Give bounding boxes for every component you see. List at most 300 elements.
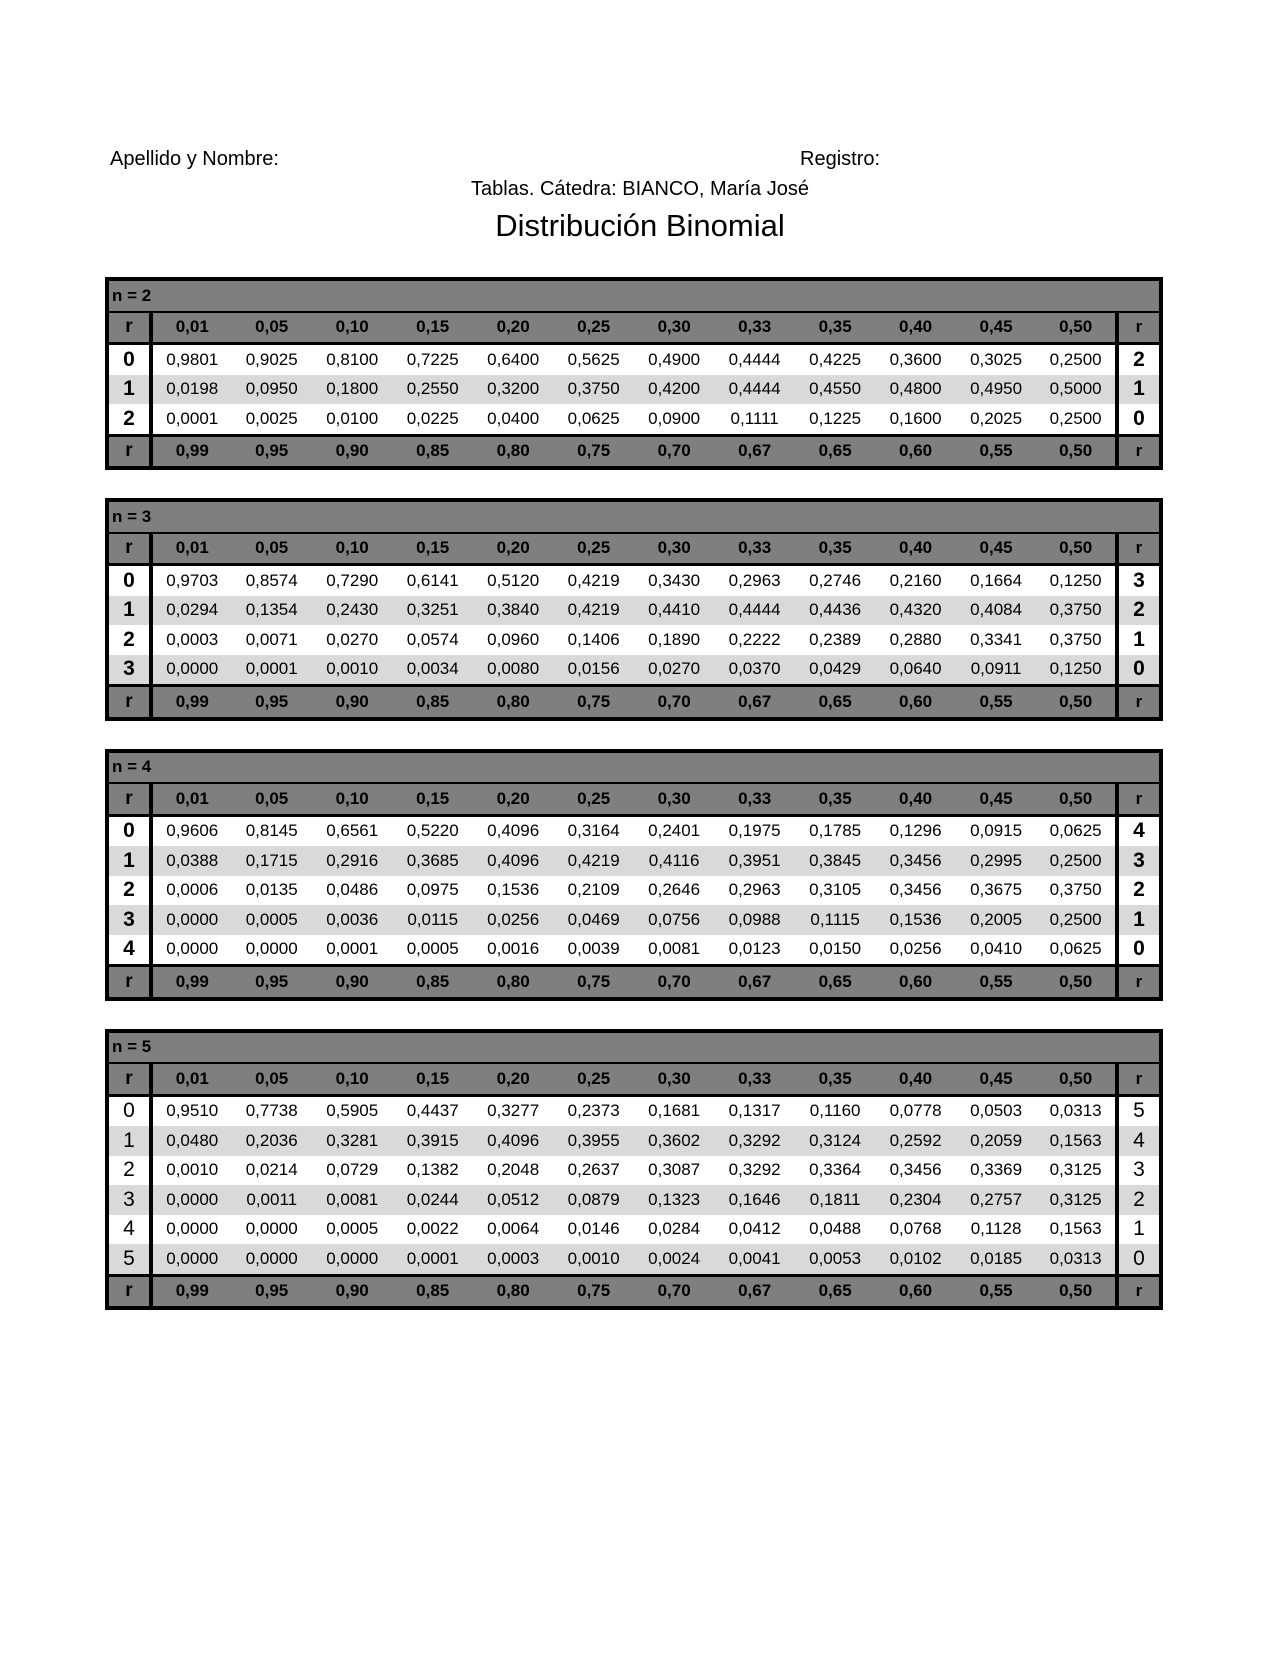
table-row (107, 1095, 1161, 1126)
probability-cell: 0,0410 (956, 935, 1036, 966)
probability-cell: 0,2048 (473, 1156, 553, 1186)
q-value: 0,70 (634, 435, 714, 468)
r-index-right: 3 (1117, 565, 1161, 596)
q-value: 0,67 (714, 1275, 794, 1308)
probability-cell: 0,0256 (473, 905, 553, 935)
q-value: 0,90 (312, 435, 392, 468)
r-index-right: 4 (1117, 815, 1161, 846)
probability-cell: 0,0036 (312, 905, 392, 935)
probability-cell: 0,1811 (795, 1185, 875, 1215)
probability-cell: 0,4219 (553, 596, 633, 626)
probability-cell: 0,2500 (1036, 846, 1117, 876)
probability-cell: 0,8100 (312, 344, 392, 375)
probability-cell: 0,0400 (473, 404, 553, 435)
p-value: 0,10 (312, 1063, 392, 1095)
p-value: 0,10 (312, 312, 392, 344)
probability-cell: 0,0081 (634, 935, 714, 966)
r-label: r (107, 966, 151, 999)
probability-cell: 0,0244 (392, 1185, 472, 1215)
r-index-right: 5 (1117, 1095, 1161, 1126)
probability-cell: 0,2036 (231, 1126, 311, 1156)
r-index: 4 (107, 935, 151, 966)
probability-cell: 0,8145 (231, 815, 311, 846)
table-row (107, 876, 1161, 906)
probability-cell: 0,0053 (795, 1244, 875, 1275)
r-label: r (1117, 966, 1161, 999)
probability-cell: 0,0574 (392, 625, 472, 655)
probability-cell: 0,0156 (553, 655, 633, 686)
probability-cell: 0,0039 (553, 935, 633, 966)
table-row (107, 905, 1161, 935)
q-value: 0,75 (553, 966, 633, 999)
p-value: 0,15 (392, 312, 472, 344)
probability-cell: 0,4219 (553, 846, 633, 876)
q-value: 0,75 (553, 686, 633, 719)
probability-cell: 0,0313 (1036, 1095, 1117, 1126)
q-value: 0,95 (231, 435, 311, 468)
probability-cell: 0,0486 (312, 876, 392, 906)
q-value: 0,60 (875, 966, 955, 999)
p-value: 0,33 (714, 312, 794, 344)
p-value: 0,15 (392, 1063, 472, 1095)
probability-cell: 0,0488 (795, 1215, 875, 1245)
probability-cell: 0,0100 (312, 404, 392, 435)
probability-cell: 0,4436 (795, 596, 875, 626)
probability-cell: 0,0010 (312, 655, 392, 686)
probability-cell: 0,4444 (714, 596, 794, 626)
table-row (107, 1185, 1161, 1215)
probability-cell: 0,0034 (392, 655, 472, 686)
probability-cell: 0,0640 (875, 655, 955, 686)
r-index-right: 0 (1117, 655, 1161, 686)
probability-cell: 0,2222 (714, 625, 794, 655)
probability-cell: 0,5220 (392, 815, 472, 846)
probability-cell: 0,5905 (312, 1095, 392, 1126)
q-value: 0,67 (714, 435, 794, 468)
r-label: r (1117, 435, 1161, 468)
p-header-row (107, 533, 1161, 565)
p-value: 0,20 (473, 1063, 553, 1095)
probability-cell: 0,0000 (151, 1244, 231, 1275)
probability-cell: 0,3750 (553, 375, 633, 405)
probability-cell: 0,5120 (473, 565, 553, 596)
probability-cell: 0,2500 (1036, 905, 1117, 935)
table-row (107, 625, 1161, 655)
probability-cell: 0,3456 (875, 846, 955, 876)
probability-cell: 0,1890 (634, 625, 714, 655)
probability-cell: 0,4225 (795, 344, 875, 375)
probability-cell: 0,8574 (231, 565, 311, 596)
r-index-right: 1 (1117, 905, 1161, 935)
table-row (107, 565, 1161, 596)
q-value: 0,50 (1036, 1275, 1117, 1308)
probability-cell: 0,3164 (553, 815, 633, 846)
probability-cell: 0,4800 (875, 375, 955, 405)
probability-cell: 0,1354 (231, 596, 311, 626)
probability-cell: 0,2401 (634, 815, 714, 846)
q-value: 0,80 (473, 686, 553, 719)
probability-cell: 0,2025 (956, 404, 1036, 435)
p-value: 0,25 (553, 312, 633, 344)
p-value: 0,01 (151, 783, 231, 815)
p-value: 0,35 (795, 312, 875, 344)
probability-cell: 0,0625 (553, 404, 633, 435)
q-value: 0,60 (875, 1275, 955, 1308)
probability-cell: 0,0010 (553, 1244, 633, 1275)
p-value: 0,20 (473, 312, 553, 344)
probability-cell: 0,1115 (795, 905, 875, 935)
p-value: 0,40 (875, 1063, 955, 1095)
probability-cell: 0,9025 (231, 344, 311, 375)
probability-cell: 0,0001 (392, 1244, 472, 1275)
probability-cell: 0,0284 (634, 1215, 714, 1245)
probability-cell: 0,2646 (634, 876, 714, 906)
p-value: 0,01 (151, 312, 231, 344)
probability-cell: 0,0911 (956, 655, 1036, 686)
probability-cell: 0,0429 (795, 655, 875, 686)
probability-cell: 0,5000 (1036, 375, 1117, 405)
q-value: 0,67 (714, 686, 794, 719)
probability-cell: 0,0010 (151, 1156, 231, 1186)
r-index: 3 (107, 655, 151, 686)
q-value: 0,70 (634, 686, 714, 719)
probability-cell: 0,1382 (392, 1156, 472, 1186)
probability-cell: 0,0313 (1036, 1244, 1117, 1275)
probability-cell: 0,3675 (956, 876, 1036, 906)
p-value: 0,10 (312, 533, 392, 565)
probability-cell: 0,4444 (714, 375, 794, 405)
r-label: r (107, 1275, 151, 1308)
probability-cell: 0,0988 (714, 905, 794, 935)
probability-cell: 0,3840 (473, 596, 553, 626)
probability-cell: 0,3369 (956, 1156, 1036, 1186)
p-value: 0,30 (634, 1063, 714, 1095)
probability-cell: 0,2109 (553, 876, 633, 906)
probability-cell: 0,0003 (151, 625, 231, 655)
r-index-right: 3 (1117, 846, 1161, 876)
table-row (107, 375, 1161, 405)
probability-cell: 0,0135 (231, 876, 311, 906)
probability-cell: 0,0150 (795, 935, 875, 966)
table-row (107, 596, 1161, 626)
q-value: 0,65 (795, 686, 875, 719)
probability-cell: 0,3750 (1036, 625, 1117, 655)
probability-cell: 0,3125 (1036, 1185, 1117, 1215)
p-value: 0,01 (151, 533, 231, 565)
r-label: r (1117, 783, 1161, 815)
q-value: 0,90 (312, 966, 392, 999)
probability-cell: 0,0000 (312, 1244, 392, 1275)
probability-cell: 0,3277 (473, 1095, 553, 1126)
probability-cell: 0,2916 (312, 846, 392, 876)
probability-cell: 0,3685 (392, 846, 472, 876)
probability-cell: 0,1563 (1036, 1215, 1117, 1245)
r-index-right: 0 (1117, 935, 1161, 966)
q-value: 0,85 (392, 435, 472, 468)
table-title: n = 2 (107, 279, 1161, 312)
probability-cell: 0,0000 (231, 1215, 311, 1245)
p-value: 0,30 (634, 783, 714, 815)
r-index-right: 1 (1117, 1215, 1161, 1245)
p-value: 0,45 (956, 783, 1036, 815)
r-index: 4 (107, 1215, 151, 1245)
probability-cell: 0,0041 (714, 1244, 794, 1275)
probability-cell: 0,0001 (312, 935, 392, 966)
probability-cell: 0,0960 (473, 625, 553, 655)
probability-cell: 0,0778 (875, 1095, 955, 1126)
binomial-table (105, 1029, 1163, 1311)
probability-cell: 0,0625 (1036, 815, 1117, 846)
q-value: 0,80 (473, 435, 553, 468)
probability-cell: 0,0001 (151, 404, 231, 435)
probability-cell: 0,0081 (312, 1185, 392, 1215)
probability-cell: 0,2500 (1036, 404, 1117, 435)
probability-cell: 0,4437 (392, 1095, 472, 1126)
q-footer-row (107, 686, 1161, 719)
p-value: 0,40 (875, 783, 955, 815)
table-row (107, 1244, 1161, 1275)
probability-cell: 0,0000 (151, 935, 231, 966)
q-value: 0,99 (151, 686, 231, 719)
r-label: r (107, 1063, 151, 1095)
p-value: 0,45 (956, 533, 1036, 565)
probability-cell: 0,0480 (151, 1126, 231, 1156)
probability-cell: 0,0000 (151, 1215, 231, 1245)
probability-cell: 0,0370 (714, 655, 794, 686)
r-label: r (107, 686, 151, 719)
probability-cell: 0,0512 (473, 1185, 553, 1215)
probability-cell: 0,0879 (553, 1185, 633, 1215)
p-value: 0,50 (1036, 533, 1117, 565)
probability-cell: 0,0003 (473, 1244, 553, 1275)
probability-cell: 0,0975 (392, 876, 472, 906)
probability-cell: 0,0071 (231, 625, 311, 655)
probability-cell: 0,4950 (956, 375, 1036, 405)
r-index: 2 (107, 876, 151, 906)
probability-cell: 0,1664 (956, 565, 1036, 596)
probability-cell: 0,0005 (312, 1215, 392, 1245)
probability-cell: 0,3845 (795, 846, 875, 876)
q-value: 0,65 (795, 435, 875, 468)
probability-cell: 0,0270 (634, 655, 714, 686)
probability-cell: 0,0915 (956, 815, 1036, 846)
q-footer-row (107, 1275, 1161, 1308)
probability-cell: 0,3341 (956, 625, 1036, 655)
p-value: 0,35 (795, 783, 875, 815)
table-row (107, 1126, 1161, 1156)
r-label: r (107, 312, 151, 344)
q-value: 0,85 (392, 966, 472, 999)
probability-cell: 0,1563 (1036, 1126, 1117, 1156)
probability-cell: 0,3200 (473, 375, 553, 405)
q-value: 0,65 (795, 966, 875, 999)
probability-cell: 0,9606 (151, 815, 231, 846)
probability-cell: 0,1225 (795, 404, 875, 435)
probability-cell: 0,0000 (151, 1185, 231, 1215)
q-value: 0,55 (956, 435, 1036, 468)
binomial-table (105, 277, 1163, 470)
q-value: 0,99 (151, 1275, 231, 1308)
probability-cell: 0,3025 (956, 344, 1036, 375)
probability-cell: 0,4116 (634, 846, 714, 876)
q-value: 0,55 (956, 966, 1036, 999)
probability-cell: 0,2373 (553, 1095, 633, 1126)
probability-cell: 0,2963 (714, 565, 794, 596)
p-value: 0,35 (795, 533, 875, 565)
r-label: r (1117, 1275, 1161, 1308)
p-value: 0,40 (875, 312, 955, 344)
table-row (107, 1156, 1161, 1186)
probability-cell: 0,1536 (473, 876, 553, 906)
p-value: 0,25 (553, 1063, 633, 1095)
probability-cell: 0,6400 (473, 344, 553, 375)
probability-cell: 0,0469 (553, 905, 633, 935)
q-value: 0,85 (392, 686, 472, 719)
p-value: 0,05 (231, 312, 311, 344)
probability-cell: 0,2757 (956, 1185, 1036, 1215)
p-value: 0,30 (634, 533, 714, 565)
table-title: n = 5 (107, 1031, 1161, 1064)
p-header-row (107, 312, 1161, 344)
r-index: 1 (107, 1126, 151, 1156)
probability-cell: 0,0756 (634, 905, 714, 935)
p-value: 0,50 (1036, 783, 1117, 815)
q-value: 0,99 (151, 435, 231, 468)
probability-cell: 0,2059 (956, 1126, 1036, 1156)
probability-cell: 0,0006 (151, 876, 231, 906)
p-value: 0,20 (473, 533, 553, 565)
probability-cell: 0,2592 (875, 1126, 955, 1156)
probability-cell: 0,4096 (473, 815, 553, 846)
probability-cell: 0,4096 (473, 1126, 553, 1156)
probability-cell: 0,0000 (151, 905, 231, 935)
probability-cell: 0,0115 (392, 905, 472, 935)
q-value: 0,60 (875, 686, 955, 719)
probability-cell: 0,2304 (875, 1185, 955, 1215)
probability-cell: 0,0185 (956, 1244, 1036, 1275)
probability-cell: 0,0412 (714, 1215, 794, 1245)
p-value: 0,30 (634, 312, 714, 344)
probability-cell: 0,0225 (392, 404, 472, 435)
q-value: 0,95 (231, 1275, 311, 1308)
r-label: r (1117, 312, 1161, 344)
probability-cell: 0,7290 (312, 565, 392, 596)
r-index-right: 1 (1117, 375, 1161, 405)
p-value: 0,05 (231, 783, 311, 815)
binomial-table (105, 498, 1163, 721)
r-index: 3 (107, 905, 151, 935)
probability-cell: 0,0256 (875, 935, 955, 966)
q-value: 0,80 (473, 966, 553, 999)
table-title: n = 4 (107, 751, 1161, 784)
probability-cell: 0,0011 (231, 1185, 311, 1215)
q-value: 0,80 (473, 1275, 553, 1308)
probability-cell: 0,0625 (1036, 935, 1117, 966)
p-value: 0,33 (714, 783, 794, 815)
probability-cell: 0,2995 (956, 846, 1036, 876)
probability-cell: 0,0000 (231, 1244, 311, 1275)
q-value: 0,95 (231, 966, 311, 999)
probability-cell: 0,1317 (714, 1095, 794, 1126)
probability-cell: 0,1800 (312, 375, 392, 405)
probability-cell: 0,3600 (875, 344, 955, 375)
r-index-right: 3 (1117, 1156, 1161, 1186)
probability-cell: 0,3364 (795, 1156, 875, 1186)
p-value: 0,15 (392, 783, 472, 815)
r-index: 5 (107, 1244, 151, 1275)
probability-cell: 0,3251 (392, 596, 472, 626)
table-row (107, 655, 1161, 686)
probability-cell: 0,4096 (473, 846, 553, 876)
table-row (107, 404, 1161, 435)
probability-cell: 0,4084 (956, 596, 1036, 626)
probability-cell: 0,1111 (714, 404, 794, 435)
probability-cell: 0,1160 (795, 1095, 875, 1126)
probability-cell: 0,1296 (875, 815, 955, 846)
p-value: 0,25 (553, 533, 633, 565)
subtitle: Tablas. Cátedra: BIANCO, María José (471, 178, 809, 200)
r-index-right: 4 (1117, 1126, 1161, 1156)
p-value: 0,33 (714, 1063, 794, 1095)
r-label: r (107, 435, 151, 468)
q-value: 0,70 (634, 966, 714, 999)
p-value: 0,35 (795, 1063, 875, 1095)
table-title: n = 3 (107, 500, 1161, 533)
q-value: 0,50 (1036, 686, 1117, 719)
probability-cell: 0,6141 (392, 565, 472, 596)
r-index: 3 (107, 1185, 151, 1215)
probability-cell: 0,0001 (231, 655, 311, 686)
probability-cell: 0,2160 (875, 565, 955, 596)
probability-cell: 0,0950 (231, 375, 311, 405)
p-value: 0,33 (714, 533, 794, 565)
probability-cell: 0,0900 (634, 404, 714, 435)
p-value: 0,45 (956, 1063, 1036, 1095)
probability-cell: 0,2389 (795, 625, 875, 655)
p-value: 0,25 (553, 783, 633, 815)
probability-cell: 0,6561 (312, 815, 392, 846)
p-value: 0,05 (231, 1063, 311, 1095)
r-label: r (1117, 686, 1161, 719)
p-value: 0,50 (1036, 1063, 1117, 1095)
probability-cell: 0,0025 (231, 404, 311, 435)
q-value: 0,50 (1036, 966, 1117, 999)
probability-cell: 0,4219 (553, 565, 633, 596)
probability-cell: 0,0270 (312, 625, 392, 655)
probability-cell: 0,2746 (795, 565, 875, 596)
r-index: 2 (107, 1156, 151, 1186)
q-footer-row (107, 435, 1161, 468)
probability-cell: 0,1128 (956, 1215, 1036, 1245)
table-row (107, 935, 1161, 966)
probability-cell: 0,1536 (875, 905, 955, 935)
q-value: 0,55 (956, 1275, 1036, 1308)
probability-cell: 0,3955 (553, 1126, 633, 1156)
p-header-row (107, 783, 1161, 815)
r-index: 1 (107, 596, 151, 626)
probability-cell: 0,3750 (1036, 596, 1117, 626)
name-label: Apellido y Nombre: (110, 148, 279, 170)
probability-cell: 0,2880 (875, 625, 955, 655)
probability-cell: 0,5625 (553, 344, 633, 375)
binomial-table (105, 749, 1163, 1001)
tables-container (105, 277, 1163, 1338)
r-index-right: 2 (1117, 596, 1161, 626)
p-value: 0,45 (956, 312, 1036, 344)
q-value: 0,75 (553, 1275, 633, 1308)
table-row (107, 344, 1161, 375)
probability-cell: 0,0123 (714, 935, 794, 966)
